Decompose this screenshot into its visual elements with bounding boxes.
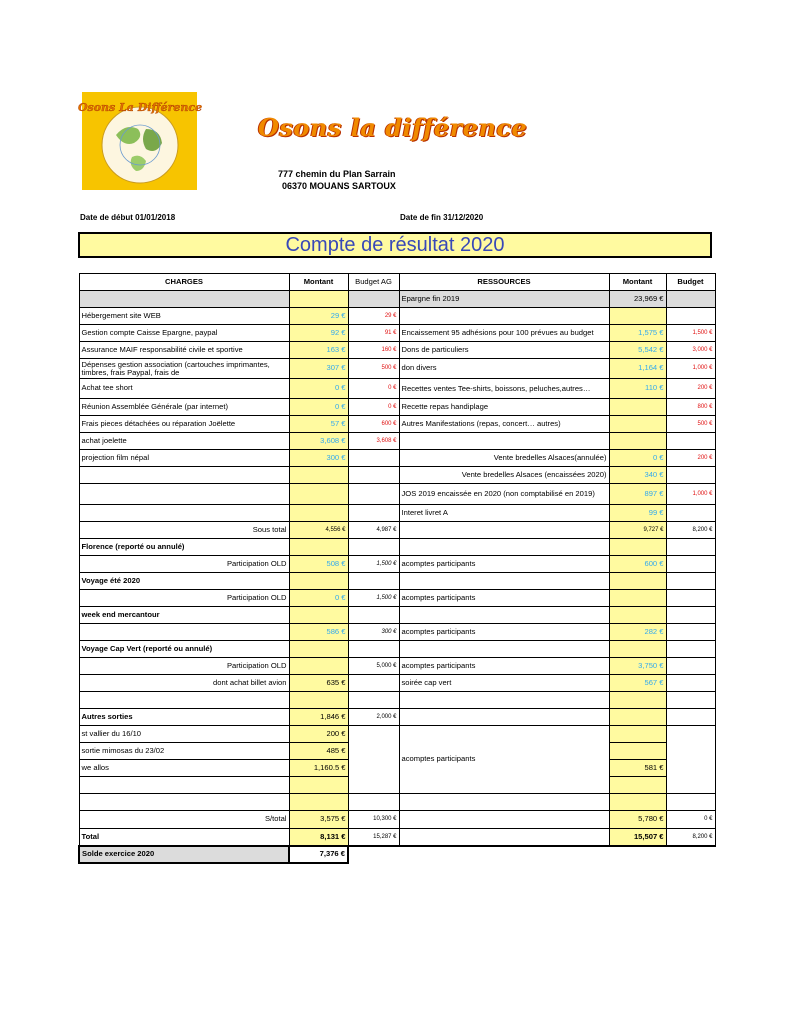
resource-amount: 3,750 €	[609, 658, 666, 675]
charge-label: Participation OLD	[79, 556, 289, 573]
total-row	[79, 829, 715, 846]
header-budget: Budget	[666, 274, 715, 291]
start-date: Date de début 01/01/2018	[80, 213, 176, 222]
charge-amount: 635 €	[289, 675, 348, 692]
subtotal-resource-budget: 8,200 €	[666, 522, 715, 539]
total-budget: 15,287 €	[348, 829, 399, 846]
resource-label: acomptes participants	[399, 624, 609, 641]
header-charges: CHARGES	[79, 274, 289, 291]
charge-label: Achat tee short	[79, 379, 289, 399]
charge-label: Réunion Assemblée Générale (par internet)	[79, 399, 289, 416]
stotal-resource-budget: 0 €	[666, 811, 715, 829]
table-row	[79, 726, 715, 743]
charge-budget: 600 €	[348, 416, 399, 433]
charge-amount: 163 €	[289, 342, 348, 359]
charge-label: Dépenses gestion association (cartouches imprimantes, timbres, frais Paypal, frais de	[79, 359, 289, 379]
resource-label: acomptes participants	[399, 726, 609, 794]
table-row	[79, 450, 715, 467]
resource-budget: 200 €	[666, 450, 715, 467]
resource-amount: 99 €	[609, 505, 666, 522]
charge-amount: 200 €	[289, 726, 348, 743]
charge-budget: 3,608 €	[348, 433, 399, 450]
charge-label: sortie mimosas du 23/02	[79, 743, 289, 760]
section-label: week end mercantour	[79, 607, 289, 624]
resource-label: Vente bredelles Alsaces(annulée)	[399, 450, 609, 467]
charge-label: achat joelette	[79, 433, 289, 450]
charge-budget: 0 €	[348, 379, 399, 399]
table-row	[79, 505, 715, 522]
epargne-label: Epargne fin 2019	[399, 291, 609, 308]
subtotal-budget: 4,987 €	[348, 522, 399, 539]
table-row	[79, 416, 715, 433]
resource-amount: 5,542 €	[609, 342, 666, 359]
charge-label: Participation OLD	[79, 658, 289, 675]
charge-amount: 0 €	[289, 379, 348, 399]
solde-amount: 7,376 €	[289, 846, 348, 863]
charge-label: we allos	[79, 760, 289, 777]
section-label: Florence (reporté ou annulé)	[79, 539, 289, 556]
resource-amount: 110 €	[609, 379, 666, 399]
resource-amount	[609, 416, 666, 433]
solde-row	[79, 846, 715, 863]
stotal-resource-amount: 5,780 €	[609, 811, 666, 829]
total-label: Total	[79, 829, 289, 846]
org-logo	[77, 92, 202, 190]
table-row	[79, 573, 715, 590]
resource-amount: 897 €	[609, 484, 666, 505]
charge-budget: 0 €	[348, 399, 399, 416]
logo-text: Osons La Différence	[77, 101, 202, 114]
table-row	[79, 291, 715, 308]
resource-amount: 600 €	[609, 556, 666, 573]
table-row	[79, 433, 715, 450]
charge-label: Frais pieces détachées ou réparation Joëlette	[79, 416, 289, 433]
charge-amount: 29 €	[289, 308, 348, 325]
charge-budget: 5,000 €	[348, 658, 399, 675]
org-name: Osons la différence	[258, 113, 528, 142]
stotal-label: S/total	[79, 811, 289, 829]
charge-label: st vallier du 16/10	[79, 726, 289, 743]
resource-amount: 340 €	[609, 467, 666, 484]
resource-amount: 0 €	[609, 450, 666, 467]
charge-label: Participation OLD	[79, 590, 289, 607]
stotal-row	[79, 811, 715, 829]
table-row	[79, 399, 715, 416]
subtotal-row	[79, 522, 715, 539]
table-row	[79, 556, 715, 573]
charge-budget: 1,500 €	[348, 590, 399, 607]
section-label: Voyage été 2020	[79, 573, 289, 590]
charge-budget: 160 €	[348, 342, 399, 359]
charge-amount: 0 €	[289, 399, 348, 416]
resource-amount: 567 €	[609, 675, 666, 692]
total-resource-amount: 15,507 €	[609, 829, 666, 846]
resource-label: acomptes participants	[399, 590, 609, 607]
charge-label: dont achat billet avion	[79, 675, 289, 692]
charge-amount: 485 €	[289, 743, 348, 760]
resource-label: Dons de particuliers	[399, 342, 609, 359]
resource-budget: 800 €	[666, 399, 715, 416]
resource-label: soirée cap vert	[399, 675, 609, 692]
subtotal-resource-amount: 9,727 €	[609, 522, 666, 539]
charge-amount: 0 €	[289, 590, 348, 607]
resource-label: Autres Manifestations (repas, concert… autres)	[399, 416, 609, 433]
resource-label: Recettes ventes Tee-shirts, boissons, peluches,autres…	[399, 379, 609, 399]
resource-amount	[609, 399, 666, 416]
charge-amount: 586 €	[289, 624, 348, 641]
resource-budget: 1,000 €	[666, 484, 715, 505]
charge-label: projection film népal	[79, 450, 289, 467]
address-line2: 06370 MOUANS SARTOUX	[282, 181, 396, 191]
table-row	[79, 539, 715, 556]
resource-budget: 200 €	[666, 379, 715, 399]
resource-label: Recette repas handiplage	[399, 399, 609, 416]
table-row	[79, 675, 715, 692]
charge-label: Gestion compte Caisse Epargne, paypal	[79, 325, 289, 342]
table-row	[79, 692, 715, 709]
stotal-budget: 10,300 €	[348, 811, 399, 829]
charge-budget: 1,500 €	[348, 556, 399, 573]
charge-budget: 91 €	[348, 325, 399, 342]
section-label: Voyage Cap Vert (reporté ou annulé)	[79, 641, 289, 658]
header-ressources: RESSOURCES	[399, 274, 609, 291]
resource-label: Encaissement 95 adhésions pour 100 prévues au budget	[399, 325, 609, 342]
epargne-value: 23,969 €	[609, 291, 666, 308]
charge-amount: 92 €	[289, 325, 348, 342]
subtotal-label: Sous total	[79, 522, 289, 539]
table-header-row	[79, 274, 715, 291]
resource-amount: 282 €	[609, 624, 666, 641]
page-title: Compte de résultat 2020	[78, 232, 712, 258]
table-row	[79, 342, 715, 359]
table-row	[79, 325, 715, 342]
table-row	[79, 607, 715, 624]
resource-amount: 1,164 €	[609, 359, 666, 379]
logo-globe-image	[77, 95, 202, 187]
charge-amount: 300 €	[289, 450, 348, 467]
resource-label: don divers	[399, 359, 609, 379]
resource-label: acomptes participants	[399, 658, 609, 675]
table-row	[79, 359, 715, 379]
resource-budget: 1,000 €	[666, 359, 715, 379]
header-montant: Montant	[289, 274, 348, 291]
charge-label: Assurance MAIF responsabilité civile et sportive	[79, 342, 289, 359]
resource-label: Interet livret A	[399, 505, 609, 522]
header-budget-ag: Budget AG	[348, 274, 399, 291]
header-montant-ressources: Montant	[609, 274, 666, 291]
table-row	[79, 624, 715, 641]
table-row	[79, 308, 715, 325]
total-resource-budget: 8,200 €	[666, 829, 715, 846]
resource-label: acomptes participants	[399, 556, 609, 573]
resource-budget: 3,000 €	[666, 342, 715, 359]
end-date: Date de fin 31/12/2020	[400, 213, 484, 222]
charge-budget: 300 €	[348, 624, 399, 641]
charge-budget: 29 €	[348, 308, 399, 325]
solde-label: Solde exercice 2020	[79, 846, 289, 863]
resource-label: Vente bredelles Alsaces (encaissées 2020)	[399, 467, 609, 484]
charge-budget: 500 €	[348, 359, 399, 379]
table-row	[79, 379, 715, 399]
table-row	[79, 709, 715, 726]
resource-amount: 581 €	[609, 760, 666, 777]
table-row	[79, 590, 715, 607]
resource-label: JOS 2019 encaissée en 2020 (non comptabilisé en 2019)	[399, 484, 609, 505]
resource-budget: 500 €	[666, 416, 715, 433]
charge-budget: 2,000 €	[348, 709, 399, 726]
stotal-amount: 3,575 €	[289, 811, 348, 829]
resource-budget: 1,500 €	[666, 325, 715, 342]
table-row	[79, 484, 715, 505]
table-row	[79, 641, 715, 658]
charge-amount: 57 €	[289, 416, 348, 433]
charge-amount: 1,160.5 €	[289, 760, 348, 777]
resource-amount: 1,575 €	[609, 325, 666, 342]
table-row	[79, 794, 715, 811]
section-label: Autres sorties	[79, 709, 289, 726]
charge-amount: 1,846 €	[289, 709, 348, 726]
table-row	[79, 467, 715, 484]
results-table	[78, 273, 716, 864]
table-row	[79, 658, 715, 675]
charge-amount: 307 €	[289, 359, 348, 379]
charge-amount: 3,608 €	[289, 433, 348, 450]
total-amount: 8,131 €	[289, 829, 348, 846]
address-line1: 777 chemin du Plan Sarrain	[278, 169, 396, 179]
charge-amount: 508 €	[289, 556, 348, 573]
subtotal-amount: 4,556 €	[289, 522, 348, 539]
charge-label: Hébergement site WEB	[79, 308, 289, 325]
